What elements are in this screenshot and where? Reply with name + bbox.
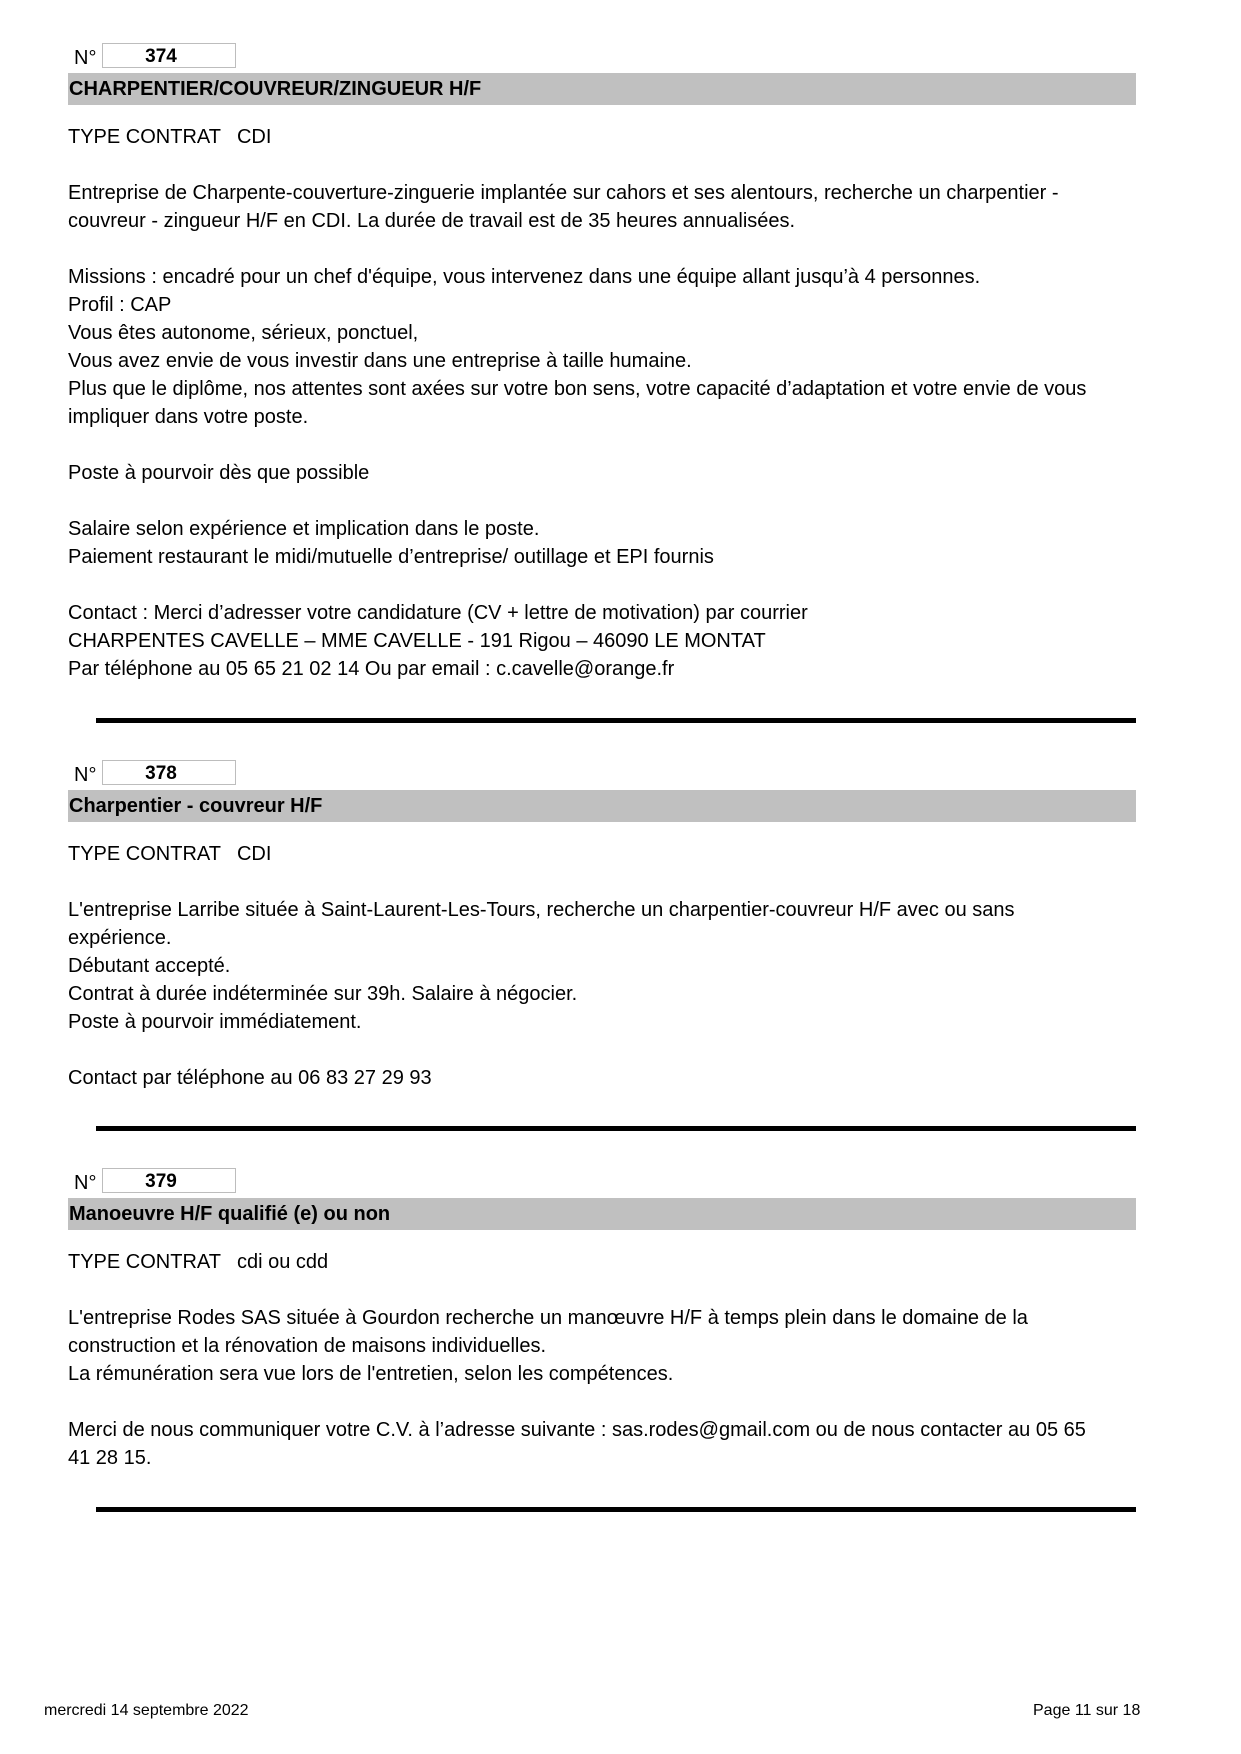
contract-type (68, 1248, 1136, 1276)
contract-value: CDI (236, 126, 272, 148)
number-prefix: N° (74, 1172, 97, 1194)
job-offer-379 (68, 1168, 1136, 1472)
number-prefix: N° (74, 47, 97, 69)
footer-date: mercredi 14 septembre 2022 (44, 1702, 249, 1719)
job-offer-378 (68, 760, 1136, 1092)
contract-value: CDI (236, 843, 272, 865)
offer-title: Charpentier - couvreur H/F (68, 790, 1136, 822)
offer-number-row (68, 760, 1136, 790)
number-prefix: N° (74, 764, 97, 786)
offer-number: 374 (102, 43, 236, 68)
contract-type (68, 840, 1136, 868)
contract-label: TYPE CONTRAT (68, 126, 221, 148)
contract-label: TYPE CONTRAT (68, 843, 221, 865)
offer-title: Manoeuvre H/F qualifié (e) ou non (68, 1198, 1136, 1230)
section-divider (96, 1507, 1136, 1512)
offer-number-row (68, 1168, 1136, 1198)
offer-contact: Merci de nous communiquer votre C.V. à l’adresse suivante : sas.rodes@gmail.com ou de nous contacter au 05 65 41 28 15. (68, 1419, 1086, 1469)
offer-missions: Missions : encadré pour un chef d'équipe, vous intervenez dans une équipe allant jusqu’à 4 personnes. Profil : CAP Vous êtes autonome, sérieux, ponctuel, Vous avez envie de vous investir dans une entreprise à taille humaine. Plus que le diplôme, nos attentes sont axées sur votre bon sens, votre capacité d’adaptation et votre envie de vous impliquer dans votre poste. (68, 266, 1087, 428)
offer-description: L'entreprise Rodes SAS située à Gourdon recherche un manœuvre H/F à temps plein dans le domaine de la construction et la rénovation de maisons individuelles. La rémunération sera vue lors de l'entretien, selon les compétences. (68, 1307, 1028, 1385)
section-divider (96, 1126, 1136, 1131)
offer-availability: Poste à pourvoir dès que possible (68, 462, 370, 484)
job-offer-374 (68, 43, 1136, 683)
contract-type (68, 123, 1136, 151)
section-divider (96, 718, 1136, 723)
footer-page-number: Page 11 sur 18 (1033, 1702, 1141, 1719)
offer-number: 379 (102, 1168, 236, 1193)
offer-description: Entreprise de Charpente-couverture-zinguerie implantée sur cahors et ses alentours, recherche un charpentier - couvreur - zingueur H/F en CDI. La durée de travail est de 35 heures annualisées. (68, 182, 1059, 232)
offer-title: CHARPENTIER/COUVREUR/ZINGUEUR H/F (68, 73, 1136, 105)
offer-number-row (68, 43, 1136, 73)
contract-value: cdi ou cdd (236, 1251, 329, 1273)
contract-label: TYPE CONTRAT (68, 1251, 221, 1273)
offer-description: L'entreprise Larribe située à Saint-Laurent-Les-Tours, recherche un charpentier-couvreur H/F avec ou sans expérience. Débutant accepté. Contrat à durée indéterminée sur 39h. Salaire à négocier. Poste à pourvoir immédiatement. (68, 899, 1015, 1033)
offer-salary: Salaire selon expérience et implication dans le poste. Paiement restaurant le midi/mutuelle d’entreprise/ outillage et EPI fournis (68, 518, 714, 568)
offer-contact: Contact : Merci d’adresser votre candidature (CV + lettre de motivation) par courrier CHARPENTES CAVELLE – MME CAVELLE - 191 Rigou – 46090 LE MONTAT Par téléphone au 05 65 21 02 14 Ou par email : c.cavelle@orange.fr (68, 602, 808, 680)
offer-contact: Contact par téléphone au 06 83 27 29 93 (68, 1067, 432, 1089)
offer-number: 378 (102, 760, 236, 785)
